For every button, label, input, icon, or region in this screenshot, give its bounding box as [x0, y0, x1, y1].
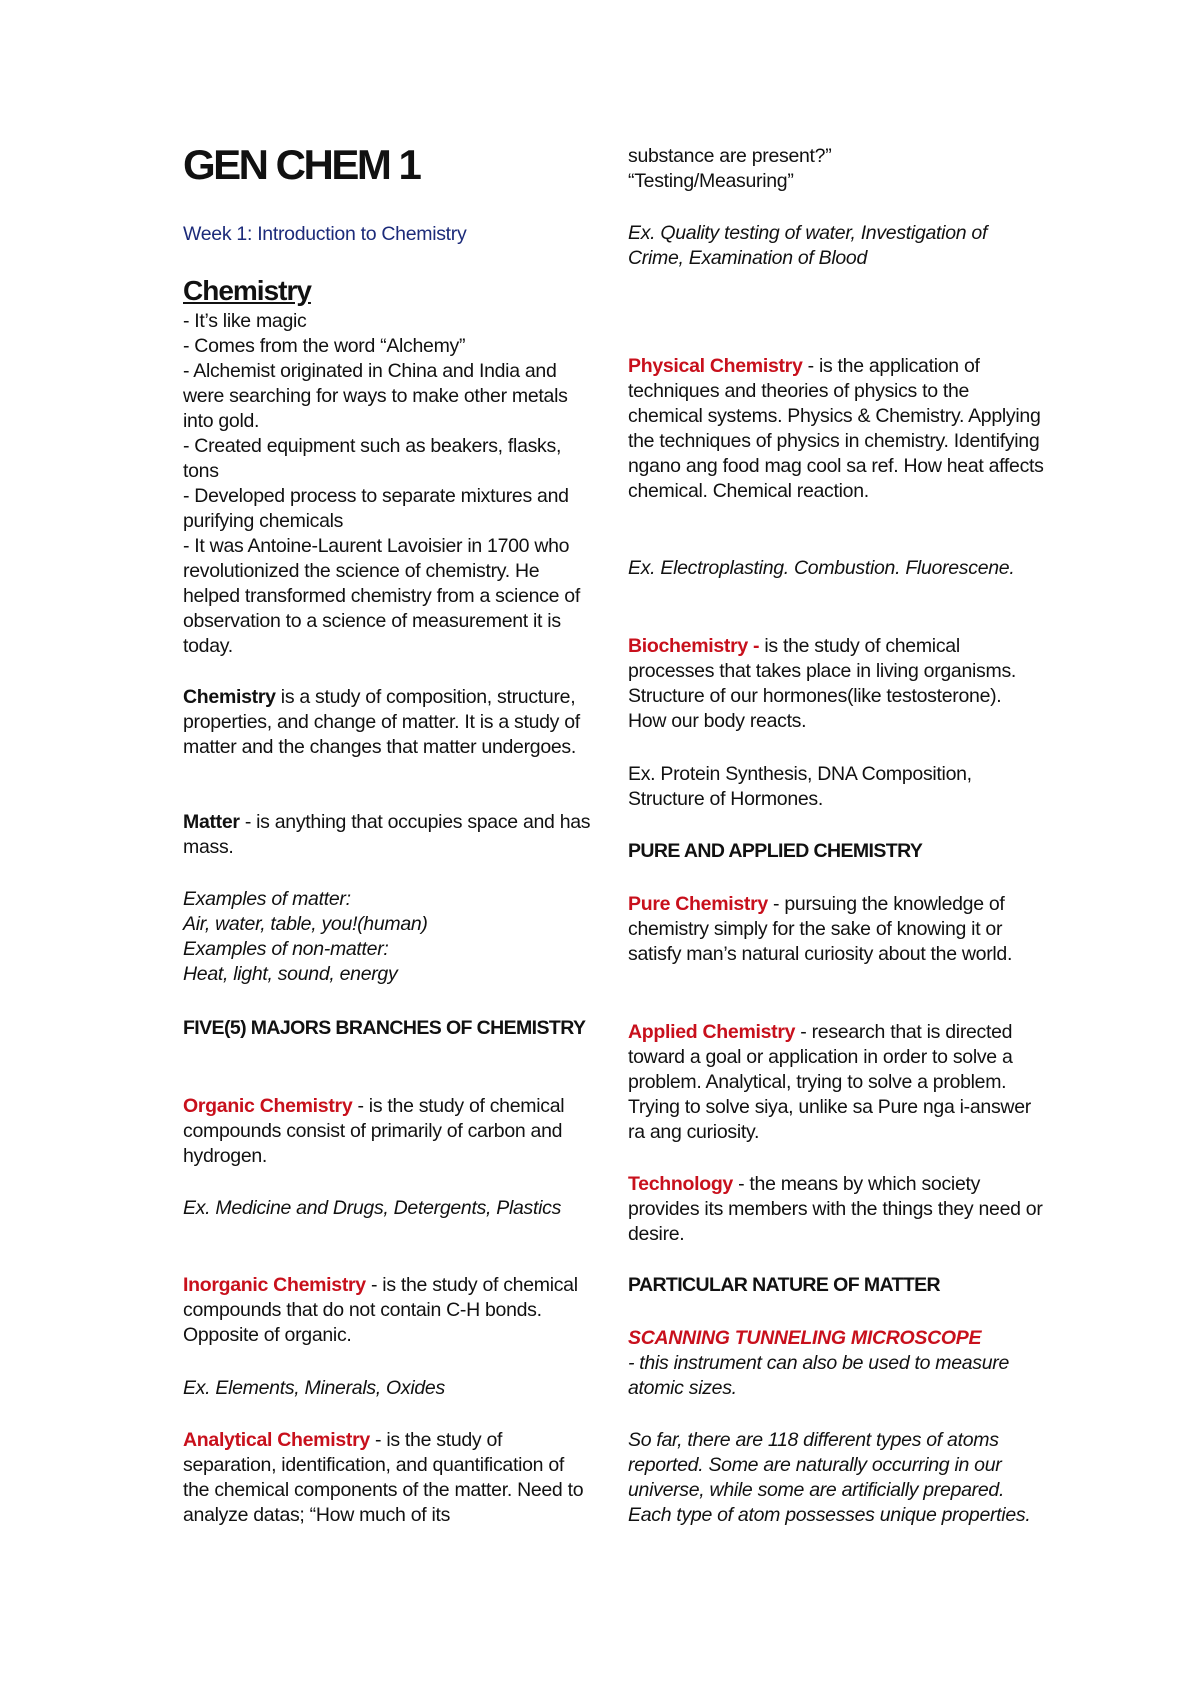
list-item: Examples of matter:: [183, 888, 351, 910]
definition-text: - the means by which society provides its members with the things they need or desire.: [628, 1173, 1043, 1245]
analytical-continuation: [628, 144, 1044, 194]
biochemistry-example: Ex. Protein Synthesis, DNA Composition, Structure of Hormones.: [628, 763, 972, 810]
pure-applied-heading: PURE AND APPLIED CHEMISTRY: [628, 840, 923, 862]
branches-heading: FIVE(5) MAJORS BRANCHES OF CHEMISTRY: [183, 1017, 586, 1039]
definition-term: Chemistry: [183, 686, 276, 708]
branch-term: Applied Chemistry: [628, 1021, 796, 1043]
analytical-example: Ex. Quality testing of water, Investigation of Crime, Examination of Blood: [628, 222, 988, 269]
definition-text: is the study of chemical processes that takes place in living organisms. Structure of our hormones(like testosterone). How our body reacts.: [628, 635, 1017, 732]
list-item: Examples of non-matter:: [183, 938, 389, 960]
physical-example: Ex. Electroplasting. Combustion. Fluorescene.: [628, 557, 1015, 579]
inorganic-definition: [183, 1273, 595, 1348]
analytical-definition: [183, 1428, 595, 1528]
branch-term: Inorganic Chemistry: [183, 1274, 366, 1296]
branch-term: Biochemistry -: [628, 635, 760, 657]
technology-definition: [628, 1172, 1044, 1247]
physical-definition: [628, 354, 1044, 504]
week-label: Week 1: Introduction to Chemistry: [183, 223, 467, 245]
branch-term: Pure Chemistry: [628, 893, 768, 915]
definition-text: - is the study of separation, identification, and quantification of the chemical components of the matter. Need to analyze datas; “How much of its: [183, 1429, 584, 1526]
list-item: Air, water, table, you!(human): [183, 913, 428, 935]
branch-term: Organic Chemistry: [183, 1095, 353, 1117]
chemistry-definition: [183, 685, 595, 760]
atoms-note: So far, there are 118 different types of atoms reported. Some are naturally occurring in our universe, while some are artificially prepared. Each type of atom possesses unique properties.: [628, 1429, 1031, 1526]
list-item: - Alchemist originated in China and India and were searching for ways to make other metals into gold.: [183, 360, 568, 432]
matter-definition: [183, 810, 595, 860]
list-item: - It was Antoine-Laurent Lavoisier in 1700 who revolutionized the science of chemistry. He helped transformed chemistry from a science of observation to a science of measurement it is today.: [183, 535, 580, 657]
definition-text: - is the study of chemical compounds consist of primarily of carbon and hydrogen.: [183, 1095, 565, 1167]
branch-term: Physical Chemistry: [628, 355, 803, 377]
definition-text: - is the study of chemical compounds that do not contain C-H bonds. Opposite of organic.: [183, 1274, 578, 1346]
list-item: - Created equipment such as beakers, flasks, tons: [183, 435, 562, 482]
branch-term: SCANNING TUNNELING MICROSCOPE: [628, 1327, 982, 1349]
list-item: - Comes from the word “Alchemy”: [183, 335, 466, 357]
definition-term: Matter: [183, 811, 240, 833]
pure-definition: [628, 892, 1044, 967]
biochemistry-definition: [628, 634, 1044, 734]
branch-term: Analytical Chemistry: [183, 1429, 370, 1451]
definition-text: - this instrument can also be used to measure atomic sizes.: [628, 1352, 1010, 1399]
page-title: GEN CHEM 1: [183, 141, 420, 188]
definition-text: is a study of composition, structure, properties, and change of matter. It is a study of matter and the changes that matter undergoes.: [183, 686, 580, 758]
inorganic-example: Ex. Elements, Minerals, Oxides: [183, 1377, 445, 1399]
branch-term: Technology: [628, 1173, 733, 1195]
organic-definition: [183, 1094, 595, 1169]
list-item: - It’s like magic: [183, 310, 307, 332]
chemistry-bullet-list: [183, 309, 595, 659]
list-item: Heat, light, sound, energy: [183, 963, 398, 985]
applied-definition: [628, 1020, 1044, 1145]
definition-text: - research that is directed toward a goal or application in order to solve a problem. Analytical, trying to solve a problem. Trying to solve siya, unlike sa Pure nga i-answer ra ang curiosity.: [628, 1021, 1031, 1143]
definition-text: - is anything that occupies space and has mass.: [183, 811, 591, 858]
matter-examples: [183, 887, 595, 987]
continuation-text: substance are present?”: [628, 145, 832, 167]
chemistry-heading: Chemistry: [183, 275, 311, 306]
organic-example: Ex. Medicine and Drugs, Detergents, Plastics: [183, 1197, 562, 1219]
continuation-text: “Testing/Measuring”: [628, 170, 794, 192]
definition-text: - is the application of techniques and theories of physics to the chemical systems. Physics & Chemistry. Applying the techniques of physics in chemistry. Identifying ngano ang food mag cool sa ref. How heat affects chemical. Chemical reaction.: [628, 355, 1044, 502]
stm-definition: [628, 1326, 1044, 1401]
definition-text: - pursuing the knowledge of chemistry simply for the sake of knowing it or satisfy man’s natural curiosity about the world.: [628, 893, 1013, 965]
list-item: - Developed process to separate mixtures and purifying chemicals: [183, 485, 569, 532]
particular-heading: PARTICULAR NATURE OF MATTER: [628, 1274, 941, 1296]
